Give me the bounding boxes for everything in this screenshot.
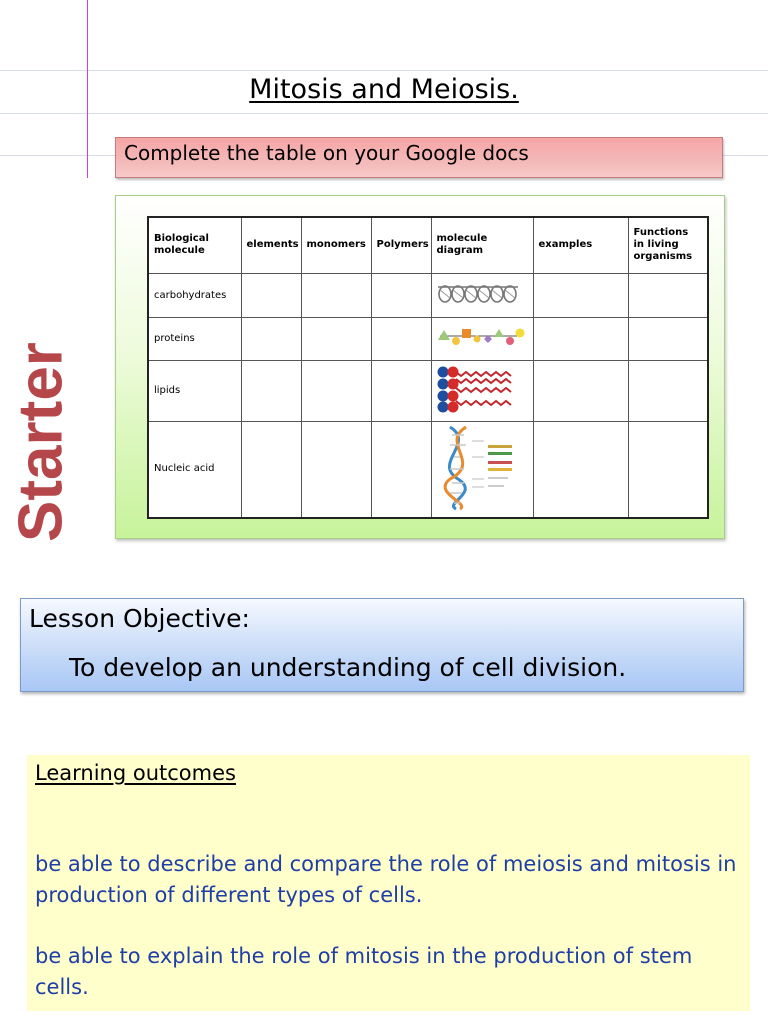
table-cell [371, 421, 431, 518]
outcome-item: be able to explain the role of mitosis in the production of stem cells. [35, 944, 693, 999]
header-cell: molecule diagram [431, 217, 533, 273]
outcomes-heading: Learning outcomes [35, 761, 236, 785]
table-cell [301, 361, 371, 421]
dna-double-helix-diagram-icon [436, 423, 526, 511]
outcome-item: be able to describe and compare the role of meiosis and mitosis in production of different types of cells. [35, 852, 737, 907]
table-cell [241, 421, 301, 518]
table-cell [371, 318, 431, 361]
objective-heading: Lesson Objective: [29, 604, 250, 633]
header-cell: Biological molecule [148, 217, 241, 273]
header-cell: Polymers [371, 217, 431, 273]
table-cell [371, 273, 431, 317]
table-cell [241, 361, 301, 421]
table-cell [628, 318, 708, 361]
table-row [148, 421, 708, 518]
table-row [148, 318, 708, 361]
table-cell [533, 273, 628, 317]
table-cell [533, 421, 628, 518]
row-label: carbohydrates [148, 273, 241, 317]
amino-acid-shapes-diagram-icon [436, 324, 526, 350]
table-cell [533, 361, 628, 421]
slide-title: Mitosis and Meiosis. [249, 74, 519, 105]
table-cell [301, 421, 371, 518]
biological-molecules-table [147, 216, 709, 519]
table-cell [371, 361, 431, 421]
diagram-cell [431, 421, 533, 518]
row-label: proteins [148, 318, 241, 361]
ruled-line [0, 113, 768, 114]
instruction-box [115, 137, 723, 178]
diagram-cell [431, 318, 533, 361]
polysaccharide-chain-diagram-icon [436, 281, 520, 307]
table-cell [628, 421, 708, 518]
header-cell: elements [241, 217, 301, 273]
header-cell: Functions in living organisms [628, 217, 708, 273]
table-cell [628, 273, 708, 317]
learning-outcomes-box [27, 755, 750, 1011]
table-cell [533, 318, 628, 361]
diagram-cell [431, 361, 533, 421]
table-row [148, 361, 708, 421]
header-cell: monomers [301, 217, 371, 273]
lesson-objective-box [20, 598, 744, 692]
row-label: Nucleic acid [148, 421, 241, 518]
table-cell [628, 361, 708, 421]
table-cell [301, 273, 371, 317]
objective-text: To develop an understanding of cell division. [69, 653, 627, 682]
table-row [148, 273, 708, 317]
table-header-row [148, 217, 708, 273]
diagram-cell [431, 273, 533, 317]
starter-label: Starter [6, 342, 76, 542]
row-label: lipids [148, 361, 241, 421]
instruction-text: Complete the table on your Google docs [124, 141, 529, 165]
table-cell [301, 318, 371, 361]
header-cell: examples [533, 217, 628, 273]
phospholipid-tails-diagram-icon [436, 364, 524, 414]
table-cell [241, 318, 301, 361]
ruled-line [0, 70, 768, 71]
table-cell [241, 273, 301, 317]
